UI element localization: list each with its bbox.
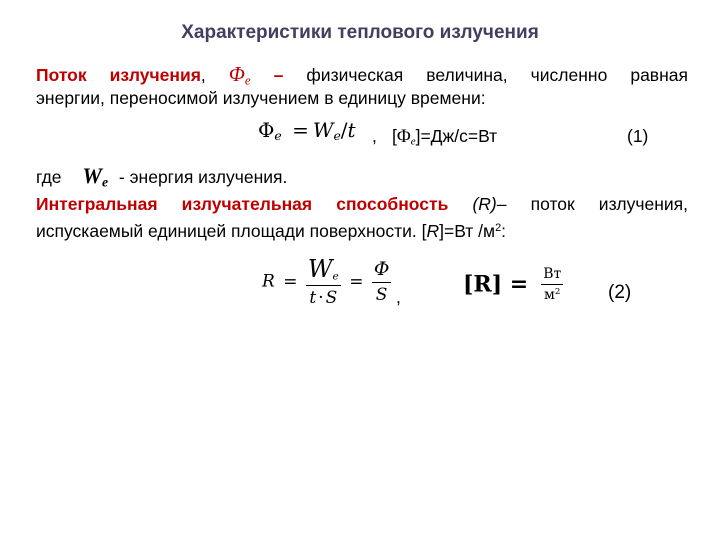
- formula-emissivity: R = $\frac{W_e}{t \cdot S}$ = $\frac{\Phi}{S}$: [262, 255, 390, 308]
- formula2-separator: ,: [396, 287, 401, 307]
- flux-term: Поток излучения: [36, 65, 201, 85]
- emissivity-definition-line1: Интегральная излучательная способность (R)– поток излучения,: [36, 194, 688, 214]
- where-line: где $W_e$ - энергия излучения.: [36, 163, 288, 190]
- comma: ,: [200, 65, 206, 85]
- emissivity-term: Интегральная излучательная способность: [36, 194, 449, 214]
- page-title: Характеристики теплового излучения: [181, 22, 539, 43]
- formula-flux: $\Phi_e = W_e/t$: [258, 118, 356, 144]
- formula1-number: (1): [627, 126, 649, 146]
- formula2-number: (2): [608, 282, 632, 303]
- flux-symbol: $\Phi_e$: [228, 62, 251, 88]
- emissivity-definition-line2: испускаемый единицей площади поверхности. [R]=Вт $/м^2$:: [36, 220, 506, 241]
- formula1-separator: ,: [372, 126, 377, 146]
- energy-symbol: $W_e$: [82, 163, 109, 190]
- formula2-unit: [R] = $\frac{Вт}{м^2}$: [463, 266, 562, 303]
- flux-definition-text: физическая величина, численно равная: [306, 65, 688, 85]
- formula1-unit: $[\Phi_e]=Дж/с=Вт$: [392, 126, 498, 148]
- flux-definition-line2: энергии, переносимой излучением в единицу времени:: [36, 88, 486, 108]
- dash: –: [273, 65, 284, 85]
